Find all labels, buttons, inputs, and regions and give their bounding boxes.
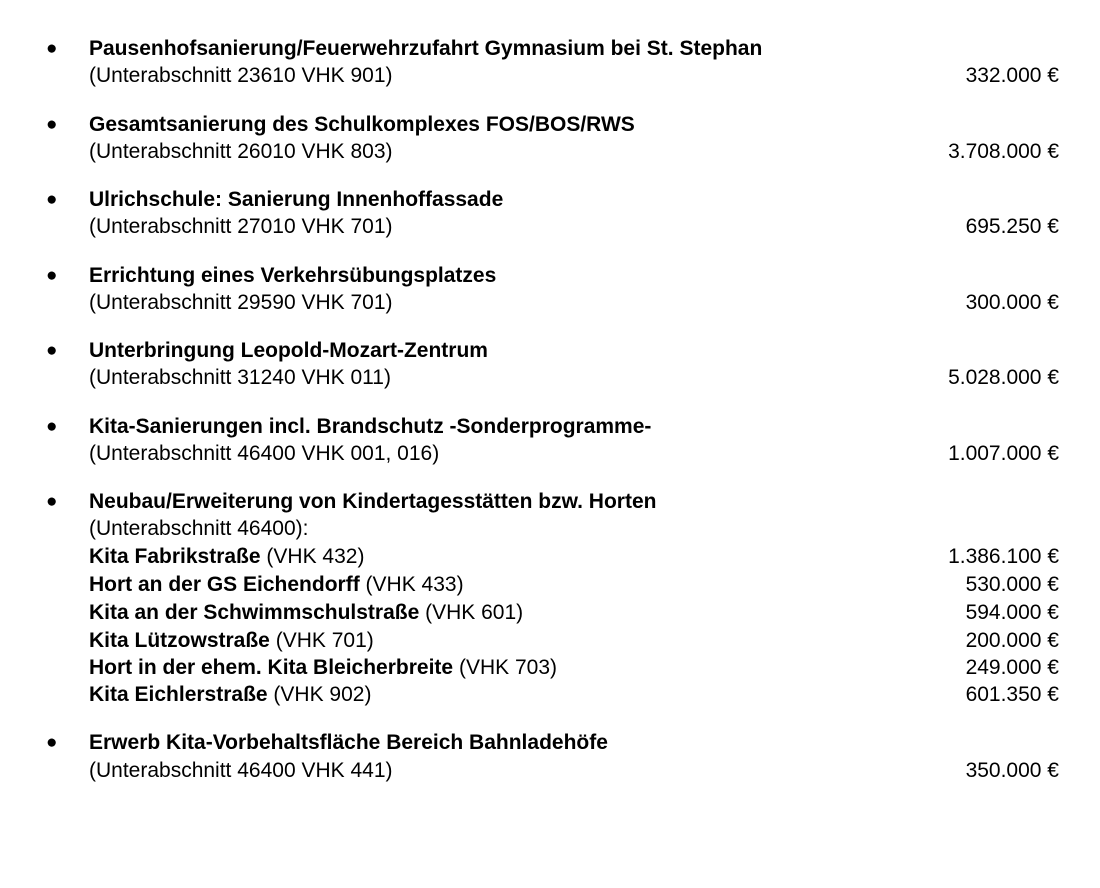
item-detail: (Unterabschnitt 46400): bbox=[89, 517, 309, 540]
item-amount: 3.708.000 € bbox=[948, 140, 1059, 163]
item-detail: (Unterabschnitt 23610 VHK 901) bbox=[89, 64, 393, 87]
item-detail: (Unterabschnitt 27010 VHK 701) bbox=[89, 215, 393, 238]
subitem-row bbox=[89, 654, 1059, 682]
subitem-code: (VHK 703) bbox=[458, 656, 557, 679]
item-title: Ulrichschule: Sanierung Innenhoffassade bbox=[89, 188, 504, 211]
item-title: Unterbringung Leopold-Mozart-Zentrum bbox=[89, 339, 488, 362]
item-title: Neubau/Erweiterung von Kindertagesstätten bzw. Horten bbox=[89, 490, 657, 513]
bullet-icon: ● bbox=[46, 732, 58, 753]
bullet-icon: ● bbox=[46, 416, 58, 437]
subitem-name: Kita Fabrikstraße bbox=[89, 545, 261, 568]
item-title: Errichtung eines Verkehrsübungsplatzes bbox=[89, 264, 497, 287]
subitem-row bbox=[89, 543, 1059, 571]
item-detail: (Unterabschnitt 29590 VHK 701) bbox=[89, 291, 393, 314]
item-amount: 5.028.000 € bbox=[948, 366, 1059, 389]
bullet-icon: ● bbox=[46, 340, 58, 361]
item-detail: (Unterabschnitt 31240 VHK 011) bbox=[89, 366, 391, 389]
item-detail-row bbox=[89, 289, 1059, 317]
bullet-icon: ● bbox=[46, 491, 58, 512]
item-detail-row bbox=[89, 62, 1059, 90]
subitem-code: (VHK 701) bbox=[275, 629, 374, 652]
item-amount: 300.000 € bbox=[965, 291, 1059, 314]
item-detail-row bbox=[89, 213, 1059, 241]
item-detail-row bbox=[89, 757, 1059, 785]
subitem-amount: 594.000 € bbox=[965, 601, 1059, 624]
item-detail-row bbox=[89, 138, 1059, 166]
item-amount: 695.250 € bbox=[965, 215, 1059, 238]
subitem-row bbox=[89, 571, 1059, 599]
subitem-name: Hort an der GS Eichendorff bbox=[89, 573, 360, 596]
subitem-amount: 249.000 € bbox=[965, 656, 1059, 679]
subitem-row bbox=[89, 681, 1059, 709]
subitem-name: Kita an der Schwimmschulstraße bbox=[89, 601, 420, 624]
subitem-code: (VHK 432) bbox=[266, 545, 365, 568]
item-detail: (Unterabschnitt 26010 VHK 803) bbox=[89, 140, 393, 163]
item-title: Kita-Sanierungen incl. Brandschutz -Sonderprogramme- bbox=[89, 415, 652, 438]
item-detail: (Unterabschnitt 46400 VHK 001, 016) bbox=[89, 442, 440, 465]
subitem-amount: 530.000 € bbox=[965, 573, 1059, 596]
bullet-icon: ● bbox=[46, 38, 58, 59]
item-title: Pausenhofsanierung/Feuerwehrzufahrt Gymnasium bei St. Stephan bbox=[89, 37, 763, 60]
item-title: Gesamtsanierung des Schulkomplexes FOS/BOS/RWS bbox=[89, 113, 635, 136]
bullet-icon: ● bbox=[46, 114, 58, 135]
subitem-name: Kita Lützowstraße bbox=[89, 629, 270, 652]
item-detail-row bbox=[89, 515, 1059, 543]
item-amount: 350.000 € bbox=[965, 759, 1059, 782]
subitem-name: Kita Eichlerstraße bbox=[89, 683, 268, 706]
item-title: Erwerb Kita-Vorbehaltsfläche Bereich Bahnladehöfe bbox=[89, 731, 608, 754]
subitem-code: (VHK 601) bbox=[425, 601, 524, 624]
subitem-amount: 601.350 € bbox=[965, 683, 1059, 706]
subitem-row bbox=[89, 627, 1059, 655]
item-amount: 332.000 € bbox=[965, 64, 1059, 87]
subitem-name: Hort in der ehem. Kita Bleicherbreite bbox=[89, 656, 454, 679]
subitem-row bbox=[89, 599, 1059, 627]
subitem-code: (VHK 433) bbox=[365, 573, 464, 596]
bullet-icon: ● bbox=[46, 265, 58, 286]
item-detail: (Unterabschnitt 46400 VHK 441) bbox=[89, 759, 393, 782]
subitem-amount: 1.386.100 € bbox=[948, 545, 1059, 568]
item-detail-row bbox=[89, 440, 1059, 468]
item-detail-row bbox=[89, 364, 1059, 392]
bullet-icon: ● bbox=[46, 189, 58, 210]
subitem-amount: 200.000 € bbox=[965, 629, 1059, 652]
item-amount: 1.007.000 € bbox=[948, 442, 1059, 465]
subitem-code: (VHK 902) bbox=[273, 683, 372, 706]
